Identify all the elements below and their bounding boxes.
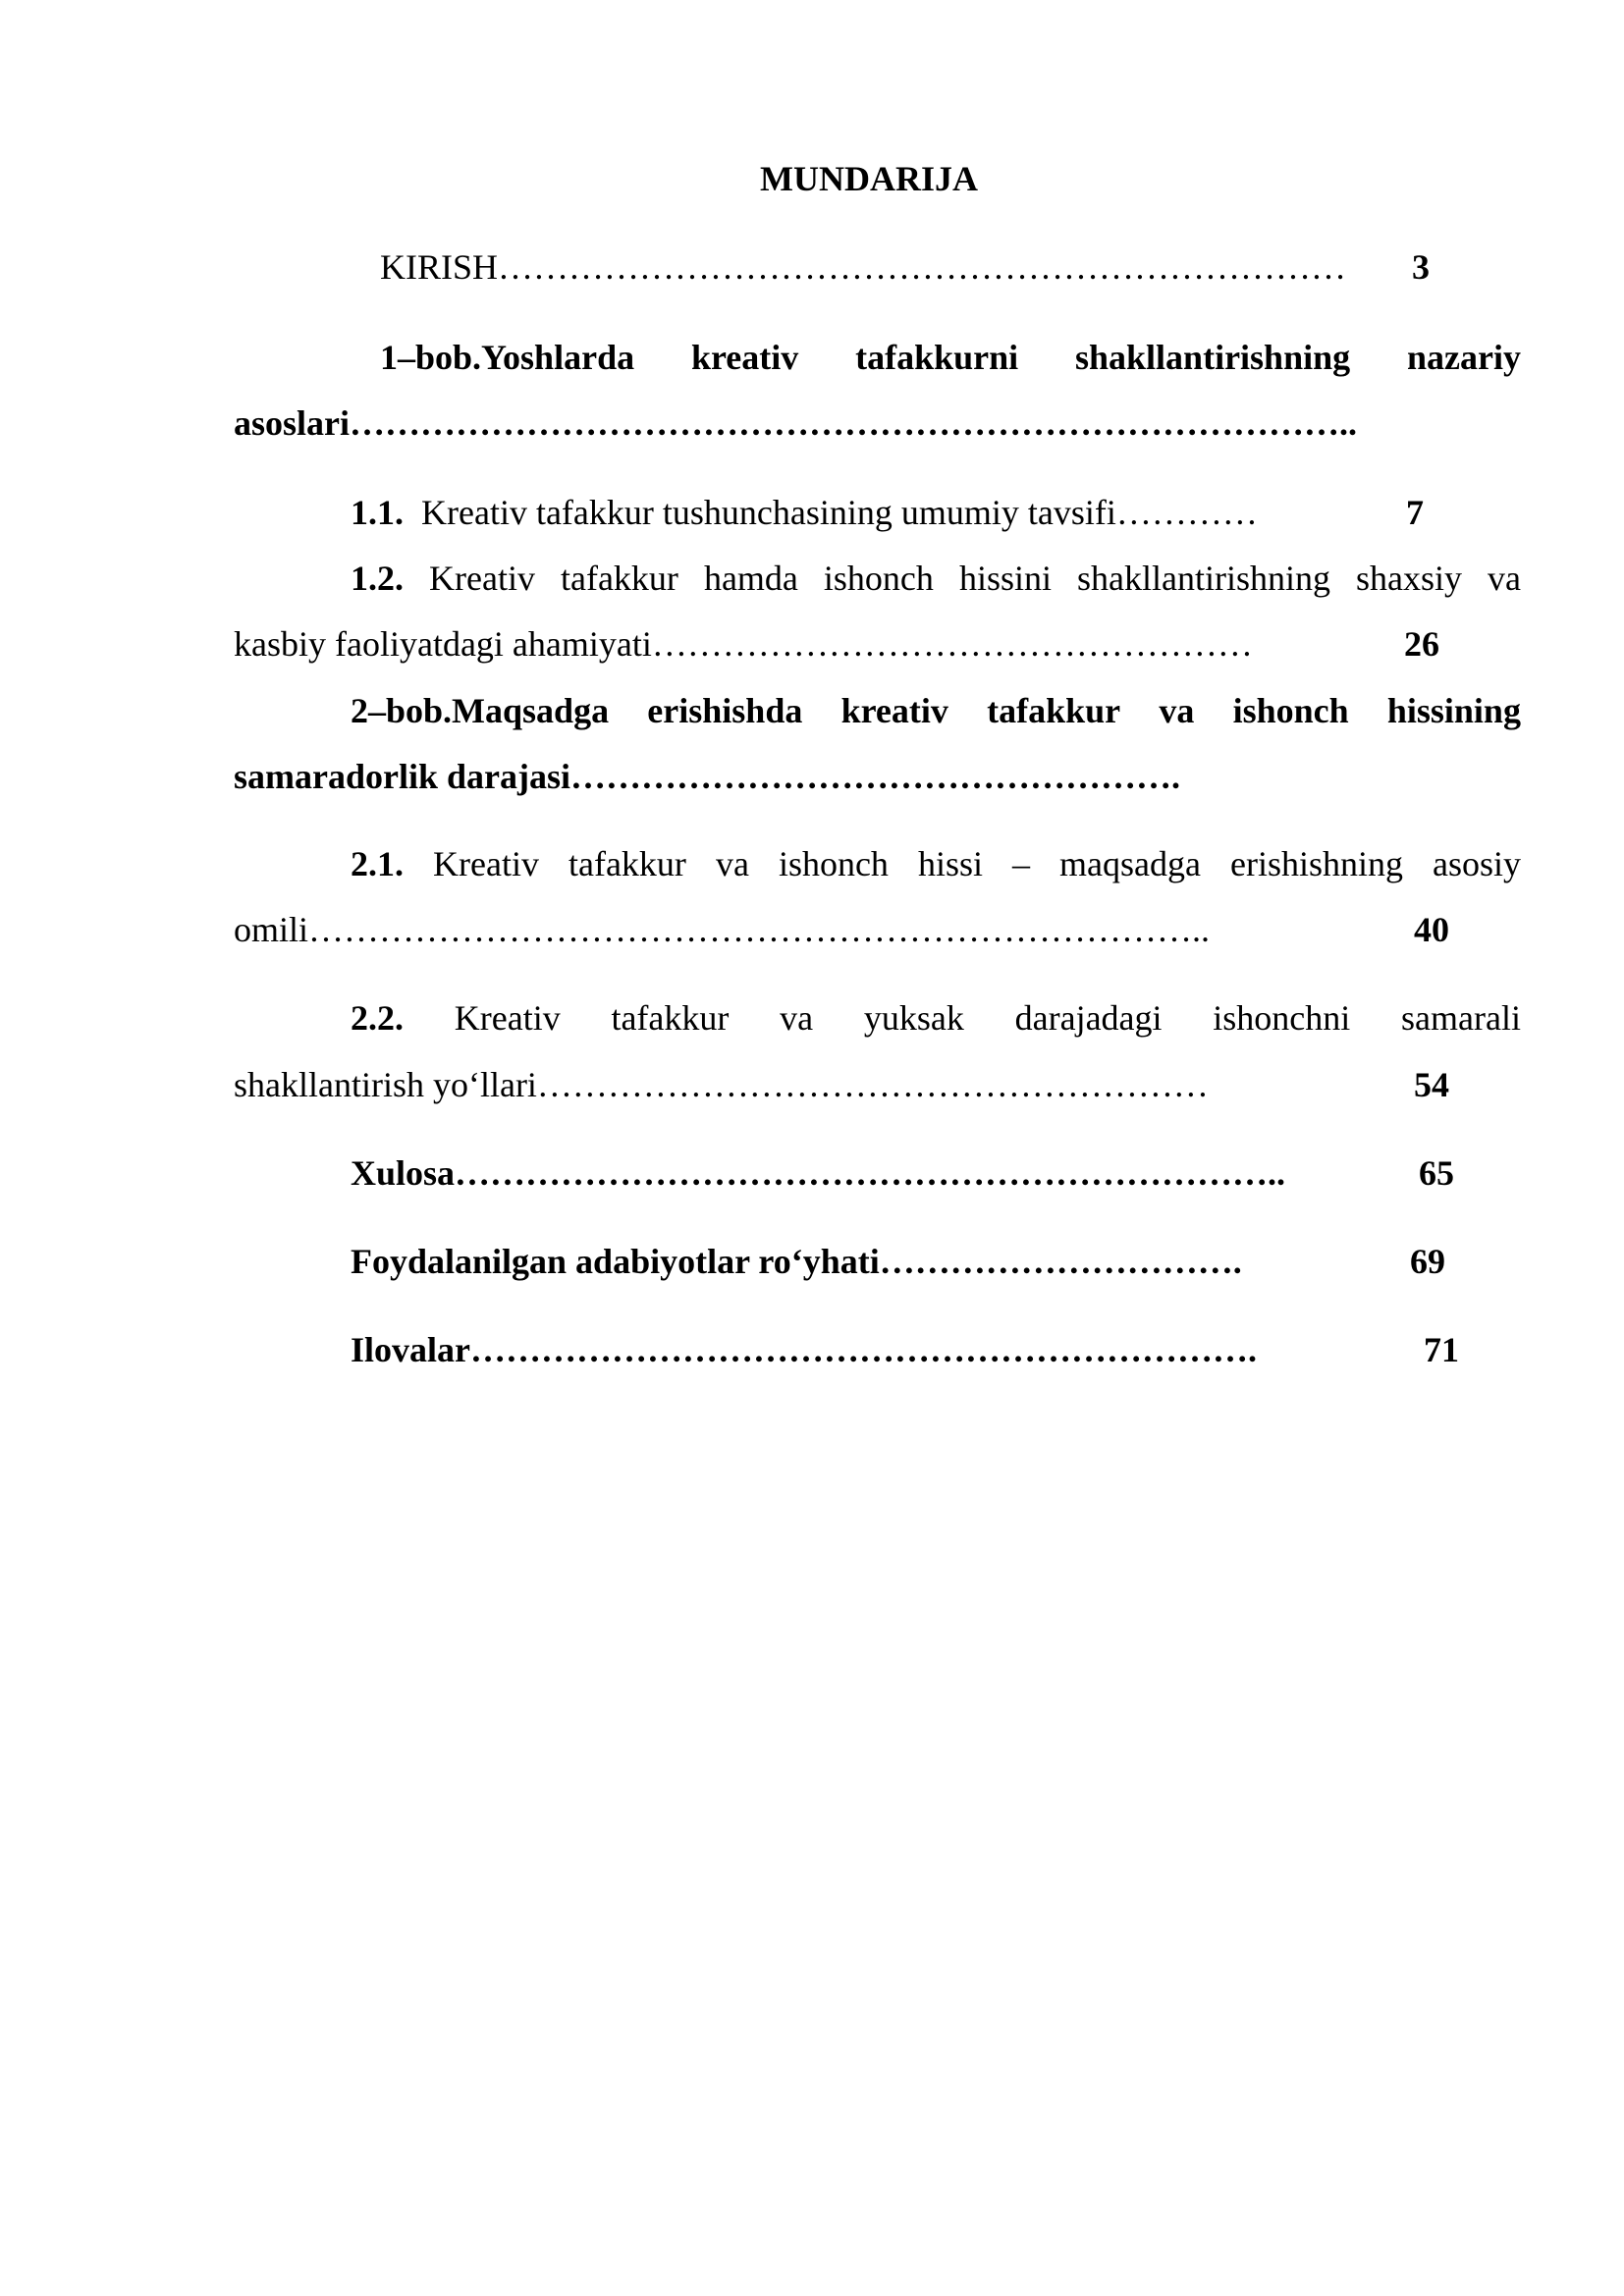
toc-word: maqsadga [1059, 844, 1201, 883]
toc-word: va [780, 998, 814, 1038]
toc-word: hamda [703, 559, 798, 598]
toc-page-kirish: 3 [1412, 247, 1430, 287]
toc-word: va [715, 844, 749, 883]
toc-word: ishonch [1232, 691, 1349, 730]
toc-word: asosiy [1433, 844, 1521, 883]
toc-word: tafakkur [560, 559, 678, 598]
toc-page-2-2: 54 [1414, 1065, 1449, 1104]
toc-word: shaxsiy [1355, 559, 1462, 598]
toc-word: 2–bob.Maqsadga [351, 691, 610, 730]
toc-chapter-2-line2: samaradorlik darajasi……………………………………………. [234, 757, 1181, 796]
toc-chapter-2-line1 [351, 693, 1521, 728]
toc-entry-2-1-line1 [351, 846, 1521, 881]
toc-entry-2-2-line1 [351, 1000, 1521, 1036]
toc-entry-2-1-line2: omili………………………………………………………………….. [234, 910, 1211, 949]
toc-title: MUNDARIJA [760, 159, 978, 198]
toc-word: 1–bob.Yoshlarda [380, 338, 635, 377]
toc-word: hissini [958, 559, 1052, 598]
toc-word: ishonch [778, 844, 889, 883]
toc-entry-references: Foydalanilgan adabiyotlar ro‘yhati…………………………. [351, 1242, 1242, 1281]
toc-word: – [1012, 844, 1030, 883]
toc-word: yuksak [863, 998, 964, 1038]
toc-section-number: 2.2. [351, 998, 404, 1038]
toc-word: hissi [917, 844, 983, 883]
toc-word: Kreativ [433, 844, 539, 883]
toc-word: ishonchni [1213, 998, 1351, 1038]
toc-page-references: 69 [1410, 1242, 1445, 1281]
toc-entry-appendices: Ilovalar…………………………………………………………. [351, 1330, 1257, 1369]
toc-word: Kreativ [429, 559, 535, 598]
toc-page-xulosa: 65 [1419, 1153, 1454, 1193]
toc-word: tafakkur [987, 691, 1121, 730]
toc-section-number: 1.2. [351, 559, 404, 598]
toc-word: ishonch [823, 559, 934, 598]
toc-section-number: 2.1. [351, 844, 404, 883]
toc-word: tafakkurni [855, 338, 1019, 377]
toc-word: tafakkur [568, 844, 686, 883]
toc-word: erishishning [1229, 844, 1403, 883]
toc-word: kreativ [690, 338, 799, 377]
toc-word: erishishda [647, 691, 803, 730]
toc-entry-1-1 [351, 495, 1258, 530]
toc-page-1-2: 26 [1404, 624, 1439, 664]
toc-entry-2-2-line2: shakllantirish yo‘llari………………………………………………… [234, 1065, 1209, 1104]
toc-word: tafakkur [611, 998, 730, 1038]
toc-word: kreativ [840, 691, 948, 730]
toc-chapter-1-line2: asoslari………………………………………………………………………….. [234, 403, 1358, 443]
toc-entry-1-2-line2: kasbiy faoliyatdagi ahamiyati…………………………………………… [234, 624, 1253, 664]
toc-chapter-1-line1 [380, 340, 1521, 375]
toc-entry-kirish: KIRISH……………………………………………………………… [380, 247, 1347, 287]
toc-entry-xulosa: Xulosa…………………………………………………………….. [351, 1153, 1286, 1193]
toc-word: va [1488, 559, 1521, 598]
toc-word: Kreativ [454, 998, 561, 1038]
toc-word: va [1159, 691, 1195, 730]
toc-page-appendices: 71 [1424, 1330, 1459, 1369]
toc-section-text: Kreativ tafakkur tushunchasining umumiy tavsifi………… [421, 493, 1258, 532]
toc-word: nazariy [1406, 338, 1521, 377]
toc-word: shakllantirishning [1076, 559, 1330, 598]
toc-word: darajadagi [1014, 998, 1163, 1038]
toc-page-1-1: 7 [1406, 493, 1424, 532]
toc-word: shakllantirishning [1075, 338, 1351, 377]
toc-section-number: 1.1. [351, 493, 404, 532]
toc-word: samarali [1401, 998, 1521, 1038]
toc-page-2-1: 40 [1414, 910, 1449, 949]
toc-entry-1-2-line1 [351, 561, 1521, 596]
toc-word: hissining [1386, 691, 1521, 730]
